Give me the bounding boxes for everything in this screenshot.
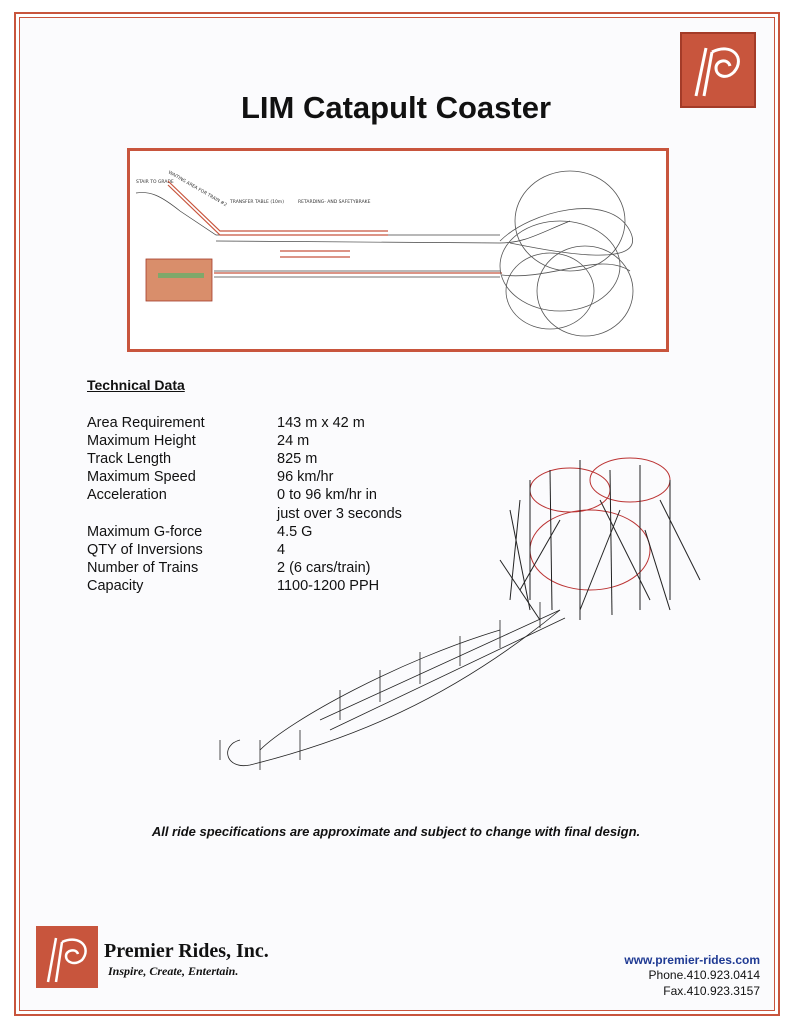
spec-value: 1100-1200 PPH — [277, 578, 380, 594]
page-title: LIM Catapult Coaster — [240, 90, 552, 125]
spec-label: Track Length — [87, 451, 172, 467]
spec-value: 2 (6 cars/train) — [277, 560, 371, 576]
stylized-p-icon — [36, 926, 98, 988]
label-retarding: RETARDING- AND SAFETYBRAKE — [298, 200, 371, 205]
technical-data-heading: Technical Data — [87, 377, 185, 393]
company-tagline: Inspire, Create, Entertain. — [108, 964, 239, 978]
spec-value: 143 m x 42 m — [277, 415, 365, 431]
phone-number: Phone.410.923.0414 — [648, 968, 760, 982]
spec-label: Number of Trains — [87, 560, 199, 576]
label-waiting: WAITING AREA FOR TRAIN #2 — [167, 170, 228, 209]
spec-label: Maximum Speed — [87, 469, 196, 485]
company-name: Premier Rides, Inc. — [104, 940, 269, 962]
site-plan-diagram — [127, 148, 669, 352]
spec-label: Area Requirement — [87, 415, 205, 431]
coaster-3d-wireframe — [200, 440, 730, 780]
spec-value: 825 m — [277, 451, 318, 467]
spec-label: Acceleration — [87, 487, 167, 503]
spec-label: Capacity — [87, 578, 144, 594]
spec-label: Maximum G-force — [87, 524, 203, 540]
label-stair: STAIR TO GRADE — [136, 180, 174, 185]
fax-number: Fax.410.923.3157 — [663, 984, 760, 998]
spec-value: 4 — [277, 542, 286, 558]
label-transfer: TRANSFER TABLE (10m) — [230, 200, 284, 205]
disclaimer-text: All ride specifications are approximate and subject to change with final design. — [151, 824, 641, 839]
spec-label: Maximum Height — [87, 433, 196, 449]
spec-value-continued: just over 3 seconds — [277, 506, 402, 522]
spec-value: 96 km/hr — [277, 469, 334, 485]
spec-label: QTY of Inversions — [87, 542, 203, 558]
spec-value: 0 to 96 km/hr in — [277, 487, 377, 503]
company-logo — [36, 926, 98, 988]
spec-value: 24 m — [277, 433, 310, 449]
website-link[interactable]: www.premier-rides.com — [624, 953, 760, 967]
spec-value: 4.5 G — [277, 524, 313, 540]
